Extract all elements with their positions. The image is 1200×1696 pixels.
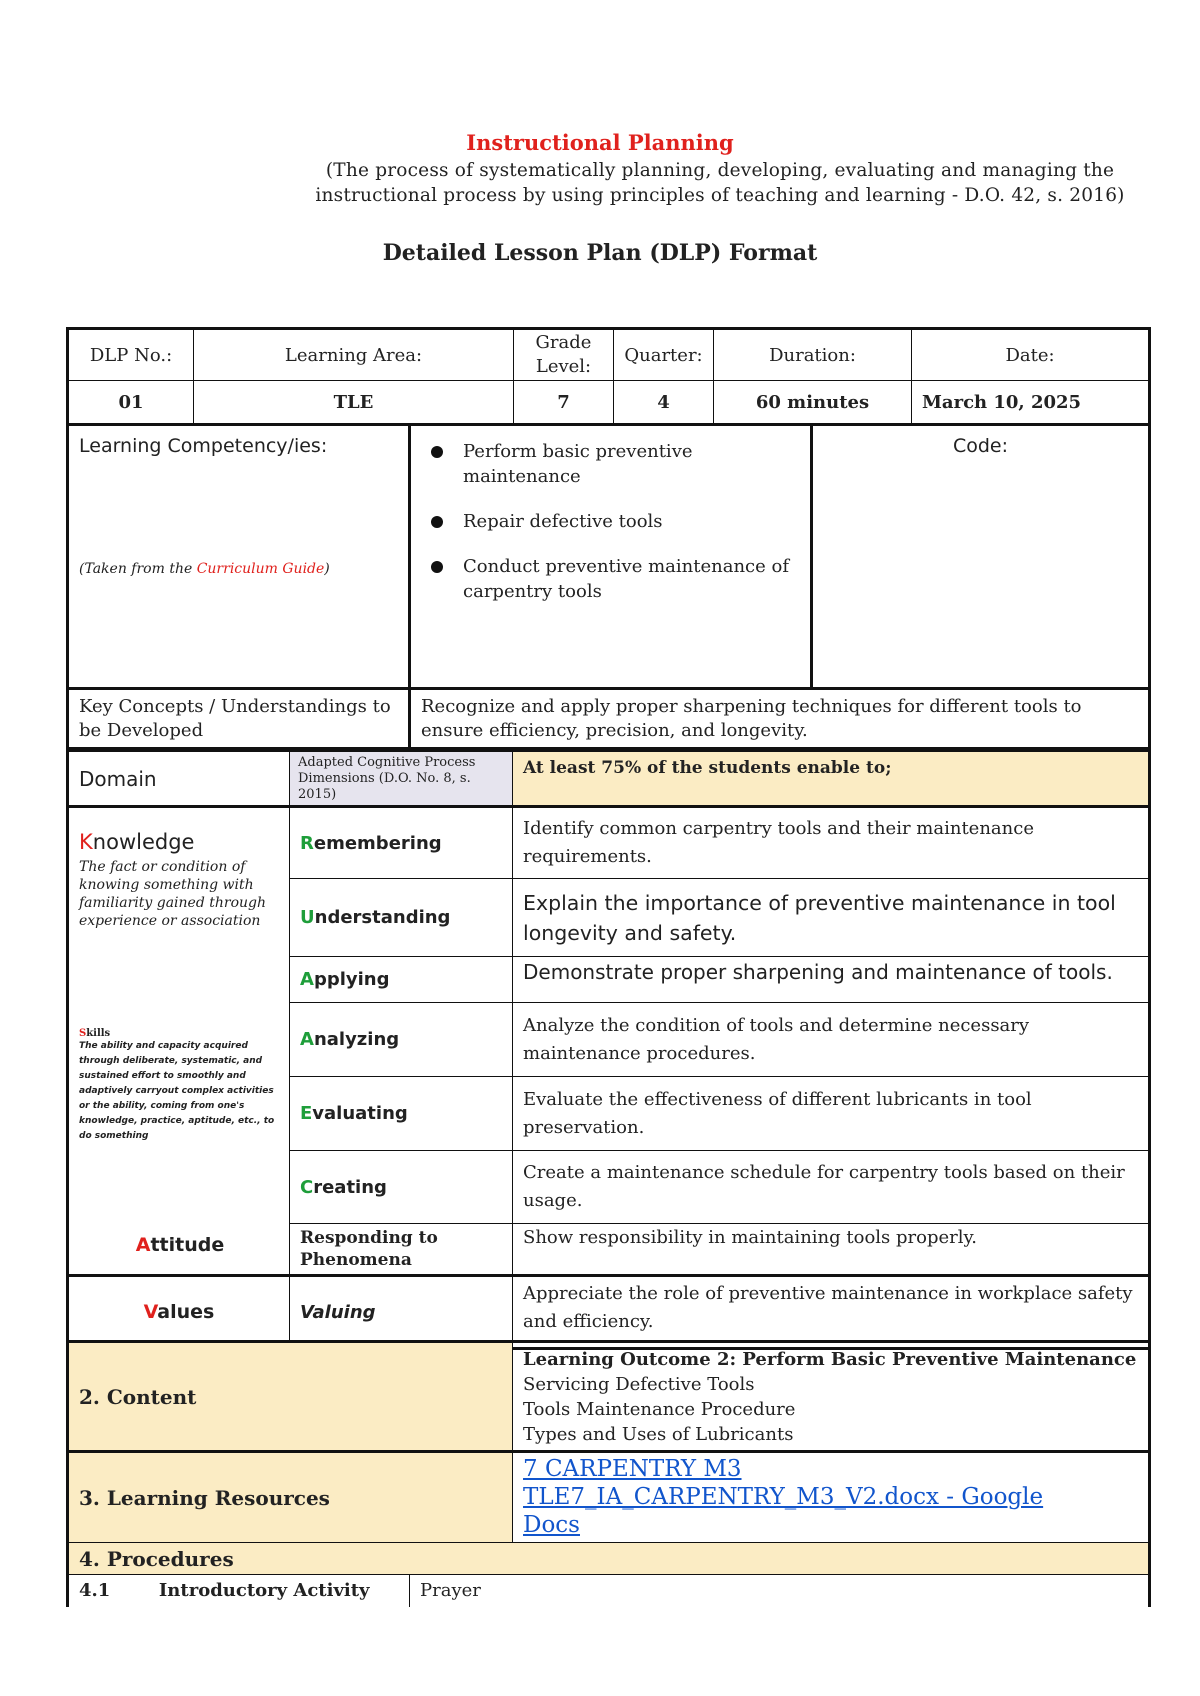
knowledge-desc: The fact or condition of knowing something with familiarity gained through experience or association bbox=[79, 859, 266, 929]
list-item: Conduct preventive maintenance of carpentry tools bbox=[421, 554, 800, 604]
learning-area-label: Learning Area: bbox=[194, 329, 514, 381]
curriculum-guide-link: Curriculum Guide bbox=[196, 561, 325, 577]
remembering-label: Remembering bbox=[290, 807, 513, 879]
code-label: Code: bbox=[952, 435, 1009, 457]
skills-label: Skills bbox=[79, 1028, 111, 1039]
content-topic: Types and Uses of Lubricants bbox=[523, 1424, 794, 1445]
intro-activity-title: Introductory Activity bbox=[158, 1580, 370, 1602]
ksa-domain-cell bbox=[68, 807, 290, 1276]
bullet-icon bbox=[431, 446, 443, 458]
date-label: Date: bbox=[912, 329, 1150, 381]
knowledge-label: Knowledge bbox=[79, 830, 195, 854]
competency-label: Learning Competency/ies: bbox=[79, 435, 328, 457]
dimensions-label: Adapted Cognitive Process Dimensions (D.O. No. 8, s. 2015) bbox=[290, 751, 513, 807]
list-item: Repair defective tools bbox=[421, 509, 800, 534]
domain-label: Domain bbox=[68, 751, 290, 807]
curriculum-note: (Taken from the Curriculum Guide) bbox=[79, 561, 330, 577]
domain-table bbox=[66, 749, 1151, 1350]
applying-objective: Demonstrate proper sharpening and maintenance of tools. bbox=[513, 957, 1150, 1003]
intro-activity-label bbox=[68, 1575, 410, 1607]
resource-link[interactable]: 7 CARPENTRY M3 TLE7_IA_CARPENTRY_M3_V2.docx - Google Docs bbox=[523, 1456, 1044, 1538]
bullet-icon bbox=[431, 561, 443, 573]
competency-label-cell bbox=[68, 425, 410, 689]
competency-items-cell bbox=[410, 425, 812, 689]
quarter-value: 4 bbox=[614, 381, 714, 425]
valuing-label: Valuing bbox=[290, 1276, 513, 1349]
values-label: Values bbox=[68, 1276, 290, 1349]
dlp-no-label: DLP No.: bbox=[68, 329, 194, 381]
applying-label: Applying bbox=[290, 957, 513, 1003]
key-concepts-label: Key Concepts / Understandings to be Developed bbox=[68, 689, 410, 749]
quarter-label: Quarter: bbox=[614, 329, 714, 381]
responding-objective: Show responsibility in maintaining tools properly. bbox=[513, 1224, 1150, 1276]
dlp-no-value: 01 bbox=[68, 381, 194, 425]
valuing-objective: Appreciate the role of preventive maintenance in workplace safety and efficiency. bbox=[513, 1276, 1150, 1349]
analyzing-label: Analyzing bbox=[290, 1003, 513, 1077]
responding-label: Responding to Phenomena bbox=[290, 1224, 513, 1276]
creating-objective: Create a maintenance schedule for carpentry tools based on their usage. bbox=[513, 1151, 1150, 1224]
evaluating-objective: Evaluate the effectiveness of different lubricants in tool preservation. bbox=[513, 1077, 1150, 1151]
understanding-objective: Explain the importance of preventive maintenance in tool longevity and safety. bbox=[513, 879, 1150, 957]
date-value: March 10, 2025 bbox=[912, 381, 1150, 425]
code-cell bbox=[812, 425, 1150, 689]
format-title: Detailed Lesson Plan (DLP) Format bbox=[382, 240, 818, 266]
content-topic: Tools Maintenance Procedure bbox=[523, 1399, 796, 1420]
key-concepts-text: Recognize and apply proper sharpening techniques for different tools to ensure efficiency, precision, and longevity. bbox=[410, 689, 1150, 749]
intro-activity-number: 4.1 bbox=[79, 1580, 111, 1602]
intro-activity-value: Prayer bbox=[410, 1575, 1150, 1607]
duration-value: 60 minutes bbox=[714, 381, 912, 425]
page-subtitle bbox=[290, 158, 1150, 208]
content-topic: Servicing Defective Tools bbox=[523, 1374, 755, 1395]
learning-outcome: Learning Outcome 2: Perform Basic Preventive Maintenance bbox=[523, 1349, 1137, 1370]
page-title: Instructional Planning bbox=[466, 130, 734, 155]
subtitle-line-2: instructional process by using principles of teaching and learning - D.O. 42, s. 2016) bbox=[315, 185, 1125, 206]
analyzing-objective: Analyze the condition of tools and determine necessary maintenance procedures. bbox=[513, 1003, 1150, 1077]
understanding-label: Understanding bbox=[290, 879, 513, 957]
duration-label: Duration: bbox=[714, 329, 912, 381]
info-table bbox=[66, 327, 1151, 426]
list-item: Perform basic preventive maintenance bbox=[421, 439, 800, 489]
grade-level-value: 7 bbox=[514, 381, 614, 425]
resources-cell bbox=[513, 1452, 1150, 1543]
bullet-icon bbox=[431, 516, 443, 528]
creating-label: Creating bbox=[290, 1151, 513, 1224]
competency-list bbox=[421, 439, 800, 604]
content-label: 2. Content bbox=[68, 1342, 513, 1452]
grade-level-label: Grade Level: bbox=[514, 329, 614, 381]
learning-area-value: TLE bbox=[194, 381, 514, 425]
resources-label: 3. Learning Resources bbox=[68, 1452, 513, 1543]
content-table bbox=[66, 1340, 1151, 1607]
skills-desc: The ability and capacity acquired through deliberate, systematic, and sustained effort to smoothly and adaptively carryout complex activities or the ability, coming from one's knowledge, practice, aptitude, etc., to do something bbox=[79, 1041, 275, 1141]
content-cell bbox=[513, 1342, 1150, 1452]
remembering-objective: Identify common carpentry tools and their maintenance requirements. bbox=[513, 807, 1150, 879]
competency-table bbox=[66, 423, 1151, 750]
procedures-label: 4. Procedures bbox=[68, 1543, 1150, 1575]
target-label: At least 75% of the students enable to; bbox=[513, 751, 1150, 807]
attitude-label: Attitude bbox=[135, 1234, 225, 1256]
subtitle-line-1: (The process of systematically planning, developing, evaluating and managing the bbox=[325, 160, 1115, 181]
evaluating-label: Evaluating bbox=[290, 1077, 513, 1151]
